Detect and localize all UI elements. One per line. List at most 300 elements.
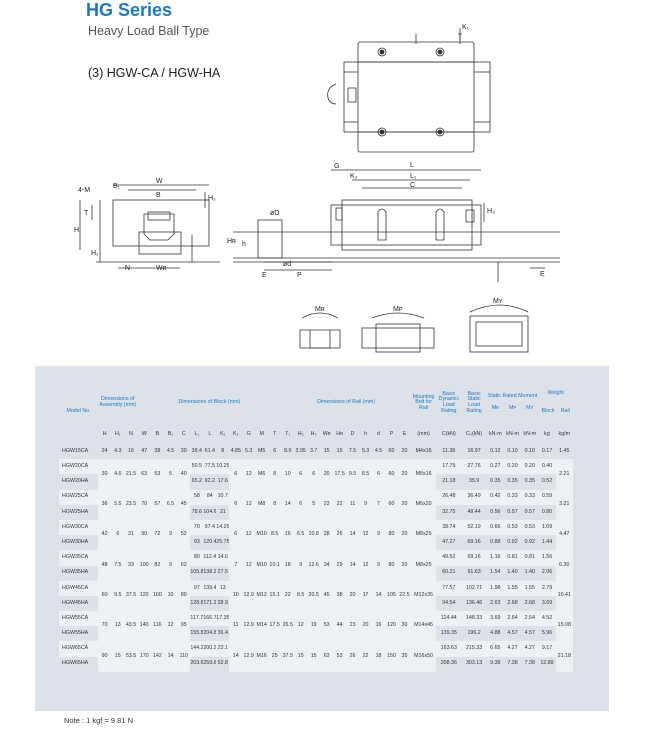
sub-header-cell: C(kN) xyxy=(441,431,456,438)
sub-header-cell: T₁ xyxy=(285,431,291,438)
label-c: C xyxy=(410,182,416,189)
sub-header-cell: C xyxy=(181,431,186,438)
table-row xyxy=(59,520,573,535)
table-cell: 12 xyxy=(164,611,177,641)
table-cell: 49.52 xyxy=(436,550,461,565)
table-cell: 80 xyxy=(177,581,190,611)
sub-header-cell: kg/m xyxy=(558,431,571,438)
table-cell: 9 xyxy=(372,550,385,580)
table-cell: M16 xyxy=(255,641,268,671)
table-cell: 2.21 xyxy=(556,459,573,489)
table-cell: HGW25CA xyxy=(59,490,98,505)
header-mr: Mʀ xyxy=(491,405,499,411)
table-cell: 0.12 xyxy=(490,447,501,454)
table-cell: 18 xyxy=(372,641,385,671)
table-cell: 22 xyxy=(359,641,372,671)
table-cell: 47.27 xyxy=(442,538,456,545)
table-cell: 8.5 xyxy=(294,581,307,611)
table-cell: 1.44 xyxy=(541,538,553,545)
table-cell: 2.63 xyxy=(490,599,501,606)
table-cell: 9 xyxy=(372,520,385,550)
label-t: T xyxy=(84,210,89,217)
table-cell: 0.80 xyxy=(541,508,553,515)
table-cell: 10.1 xyxy=(268,550,281,580)
table-cell: 139.35 xyxy=(440,630,457,637)
table-cell: 10 xyxy=(164,581,177,611)
table-cell: 12.9 xyxy=(242,611,255,641)
table-cell: 17.5 xyxy=(333,459,346,489)
table-cell: 0.33 xyxy=(504,490,521,505)
table-cell: 36.49 xyxy=(461,490,486,505)
table-cell: HGW25HA xyxy=(62,508,89,515)
table-cell: 33 xyxy=(124,550,137,580)
table-cell: 114.44 xyxy=(436,611,461,626)
table-cell: 80 xyxy=(190,550,203,565)
table-cell: 27.76 xyxy=(461,459,486,474)
moment-diagrams xyxy=(300,305,528,352)
table-cell: 4.5 xyxy=(166,447,175,454)
table-cell: 53 xyxy=(333,641,346,671)
table-cell: 15 xyxy=(336,447,343,454)
table-cell: 6 xyxy=(229,520,242,550)
table-cell: 1.98 xyxy=(487,581,504,596)
label-phi-big-d: øD xyxy=(270,210,280,217)
table-cell: 4.85 xyxy=(230,447,241,454)
table-cell: 6 xyxy=(294,459,307,489)
sub-header-cell: K₂ xyxy=(232,431,239,438)
label-l1: L₁ xyxy=(410,173,417,180)
table-cell: M8x25 xyxy=(411,520,436,550)
table-cell: 1.56 xyxy=(538,550,555,565)
table-cell: 0.88 xyxy=(490,538,501,545)
table-cell: 171.2 xyxy=(203,599,217,606)
sub-header-cell: T xyxy=(273,431,277,438)
label-g: G xyxy=(334,163,340,170)
table-cell: 27.5 xyxy=(217,569,228,576)
table-cell: 116 xyxy=(151,611,164,641)
spec-table xyxy=(59,380,573,672)
table-cell: 26 xyxy=(346,641,359,671)
table-cell: M12 xyxy=(255,581,268,611)
table-cell: 12.89 xyxy=(540,660,554,667)
table-cell: 148.33 xyxy=(461,611,486,626)
table-cell: 52.19 xyxy=(461,520,486,535)
sub-header-cell: B₁ xyxy=(167,431,174,438)
table-cell: 78.6 xyxy=(191,508,202,515)
sub-header-cell: kg xyxy=(544,431,550,438)
table-cell: 6 xyxy=(229,459,242,489)
table-cell: 20 xyxy=(398,459,411,489)
table-cell: 2.64 xyxy=(504,611,521,626)
table-cell: 7.38 xyxy=(507,660,518,667)
table-cell: 49.44 xyxy=(467,508,481,515)
table-cell: 26 xyxy=(333,520,346,550)
table-cell: 11.38 xyxy=(442,447,456,454)
table-cell: 14 xyxy=(229,641,242,671)
label-b1: B₁ xyxy=(113,183,121,190)
table-cell: 63 xyxy=(138,459,151,489)
table-cell: 1.55 xyxy=(521,581,538,596)
table-cell: 5.3 xyxy=(245,447,253,454)
table-cell: 14.25 xyxy=(216,520,229,535)
table-cell: 4.5 xyxy=(374,447,383,454)
table-cell: 25.75 xyxy=(216,538,230,545)
table-cell: 12.9 xyxy=(242,581,255,611)
table-cell: 9.5 xyxy=(111,581,124,611)
table-cell: 60 xyxy=(98,581,111,611)
table-cell: HGW35CA xyxy=(59,550,98,565)
table-cell: 35.9 xyxy=(468,478,480,485)
table-cell: 94.54 xyxy=(442,599,456,606)
table-cell: 10.41 xyxy=(556,581,573,611)
table-cell: 82 xyxy=(151,550,164,580)
table-cell: 15 xyxy=(323,447,330,454)
table-cell: 23 xyxy=(346,611,359,641)
table-cell: 7.38 xyxy=(524,660,535,667)
table-cell: 4.27 xyxy=(521,641,538,656)
unit-note: Note : 1 kgf = 9.81 N xyxy=(64,716,133,725)
table-cell: 61.4 xyxy=(204,447,215,454)
model-label: (3) HGW-CA / HGW-HA xyxy=(88,66,221,80)
table-cell: 4.3 xyxy=(114,447,122,454)
table-cell: 31 xyxy=(124,520,137,550)
table-cell: 44 xyxy=(333,611,346,641)
table-cell: 0.20 xyxy=(521,459,538,474)
table-cell: HGW55CA xyxy=(59,611,98,626)
table-cell: 200.2 xyxy=(203,641,216,656)
table-cell: 140 xyxy=(138,611,151,641)
table-row xyxy=(59,459,573,474)
sub-header-cell: kN-m xyxy=(523,431,537,438)
table-cell: 17.75 xyxy=(436,459,461,474)
table-cell: HGW30HA xyxy=(62,538,89,545)
header-rail: Dimensions of Rail (mm) xyxy=(317,399,376,406)
table-cell: 69.16 xyxy=(461,550,486,565)
table-cell: 6 xyxy=(229,490,242,520)
table-cell: 22.5 xyxy=(398,581,411,611)
table-cell: 9 xyxy=(294,550,307,580)
table-cell: 9 xyxy=(359,490,372,520)
table-cell: 0.10 xyxy=(524,447,535,454)
table-cell: M16x50 xyxy=(411,641,436,671)
sub-header-cell: d xyxy=(377,431,380,438)
table-cell: M8x25 xyxy=(411,550,436,580)
header-weight: Weight Block Rail xyxy=(541,390,570,414)
table-cell: HGW45CA xyxy=(59,581,98,596)
table-cell: 17 xyxy=(359,581,372,611)
table-cell: 14 xyxy=(164,641,177,671)
table-cell: 20.5 xyxy=(307,581,320,611)
table-cell: 20 xyxy=(398,550,411,580)
table-row xyxy=(59,490,573,505)
table-cell: 12 xyxy=(242,490,255,520)
label-h1: H₁ xyxy=(91,250,99,257)
table-cell: 0.20 xyxy=(504,459,521,474)
table-cell: 3.7 xyxy=(309,447,318,454)
sub-header-cell: kN-m xyxy=(488,431,502,438)
table-cell: 60 xyxy=(385,459,398,489)
table-cell: 102.71 xyxy=(461,581,486,596)
table-cell: 58 xyxy=(190,490,203,505)
table-cell: 0.66 xyxy=(487,520,504,535)
table-cell: 60 xyxy=(385,490,398,520)
table-cell: 12 xyxy=(359,550,372,580)
table-cell: 36.4 xyxy=(217,630,228,637)
table-cell: 53 xyxy=(320,611,333,641)
table-cell: 15.08 xyxy=(556,611,573,641)
table-cell: 9.5 xyxy=(346,459,359,489)
table-cell: 30 xyxy=(98,459,111,489)
table-cell: 4.52 xyxy=(538,611,555,626)
table-row xyxy=(59,581,573,596)
table-cell: 90 xyxy=(98,641,111,671)
sub-header-cell: Hʀ xyxy=(336,431,343,438)
label-n: N xyxy=(125,265,131,272)
label-h2: H₂ xyxy=(208,195,216,202)
sub-header-cell: H₁ xyxy=(115,431,121,438)
table-cell: HGW35HA xyxy=(62,569,89,576)
table-cell: 25 xyxy=(268,641,281,671)
table-cell: HGW65CA xyxy=(59,641,98,656)
table-cell: M5 xyxy=(257,447,266,454)
table-cell: 259.6 xyxy=(203,660,217,667)
header-bolt: Mounting Bolt for Rail xyxy=(412,393,435,411)
table-cell: 65.2 xyxy=(191,478,202,485)
label-wr: Wʀ xyxy=(156,265,167,272)
table-cell: 7.5 xyxy=(111,550,124,580)
label-h-small: h xyxy=(242,241,246,248)
sub-header-cell: kN-m xyxy=(506,431,519,438)
table-cell: 7.5 xyxy=(348,447,357,454)
table-cell: 14 xyxy=(346,520,359,550)
table-cell: 69.16 xyxy=(467,538,481,545)
sub-header-row xyxy=(59,426,573,444)
table-cell: 14 xyxy=(372,581,385,611)
table-cell: 30 xyxy=(398,611,411,641)
table-cell: 60 xyxy=(388,447,395,454)
table-cell: 37.5 xyxy=(281,641,294,671)
table-cell: 0.53 xyxy=(504,520,521,535)
table-cell: M5x16 xyxy=(411,459,436,489)
table-cell: 70 xyxy=(138,490,151,520)
table-cell: 1.09 xyxy=(538,520,555,535)
table-cell: 53 xyxy=(151,459,164,489)
header-static: Basic Static Load Rating xyxy=(466,390,482,414)
table-cell: 120 xyxy=(138,581,151,611)
sub-header-cell: N xyxy=(129,431,133,438)
table-cell: 22 xyxy=(281,581,294,611)
spec-table-body xyxy=(59,444,573,672)
label-p: P xyxy=(297,272,302,279)
sub-header-cell: K₁ xyxy=(220,431,226,438)
table-cell: 6.5 xyxy=(294,520,307,550)
table-cell: 0.27 xyxy=(487,459,504,474)
table-cell: 77.5 xyxy=(203,459,216,474)
sub-header-cell: h xyxy=(364,431,368,438)
table-cell: 97 xyxy=(190,581,203,596)
table-cell: HGW20HA xyxy=(62,478,89,485)
table-cell: 26.5 xyxy=(281,611,294,641)
table-cell: 11 xyxy=(229,611,242,641)
table-cell: 7 xyxy=(229,550,242,580)
table-cell: 45 xyxy=(320,581,333,611)
table-cell: 8.9 xyxy=(284,447,292,454)
table-cell: 0.57 xyxy=(524,508,535,515)
table-cell: 18 xyxy=(281,550,294,580)
table-cell: 12.9 xyxy=(242,641,255,671)
table-cell: 0.92 xyxy=(507,538,518,545)
table-cell: 23 xyxy=(320,490,333,520)
table-cell: 10.25 xyxy=(216,459,229,474)
table-cell: 203.6 xyxy=(190,660,204,667)
table-cell: 6 xyxy=(307,459,320,489)
table-cell: 6 xyxy=(111,520,124,550)
header-dynamic: Basic Dynamic Load Rating xyxy=(438,390,460,414)
table-cell: 10 xyxy=(229,581,242,611)
table-cell: 112.4 xyxy=(203,550,216,565)
table-cell: 2.79 xyxy=(538,581,555,596)
table-cell: 4.57 xyxy=(524,630,535,637)
label-my: Mʏ xyxy=(493,298,503,305)
table-cell: M10 xyxy=(255,520,268,550)
table-cell: 0.59 xyxy=(538,490,555,505)
table-cell: 0.42 xyxy=(487,490,504,505)
table-cell: 16 xyxy=(372,611,385,641)
sub-header-cell: L xyxy=(208,431,212,438)
table-cell: M6x20 xyxy=(411,490,436,520)
sub-header-cell: B xyxy=(155,431,160,438)
table-cell: 47 xyxy=(141,447,148,454)
table-cell: 16 xyxy=(128,447,134,454)
table-cell: 163.63 xyxy=(436,641,461,656)
table-cell: 35 xyxy=(398,641,411,671)
table-cell: M10 xyxy=(255,550,268,580)
table-cell: 10.8 xyxy=(307,520,320,550)
label-mr: Mʀ xyxy=(315,306,325,313)
table-cell: 52.8 xyxy=(217,660,228,667)
table-cell: 0.56 xyxy=(490,508,501,515)
table-cell: 1.54 xyxy=(490,569,501,576)
table-cell: 117.7 xyxy=(190,611,203,626)
table-cell: M14 xyxy=(255,611,268,641)
table-cell: 97.4 xyxy=(203,520,216,535)
table-cell: 100 xyxy=(138,550,151,580)
table-cell: 105 xyxy=(385,581,398,611)
table-cell: 1.40 xyxy=(524,569,535,576)
table-cell: 9.17 xyxy=(538,641,555,656)
table-cell: 204.8 xyxy=(203,630,217,637)
table-cell: 28.9 xyxy=(217,599,228,606)
table-cell: 15 xyxy=(307,641,320,671)
table-cell: 0.40 xyxy=(538,459,555,474)
table-cell: 196.2 xyxy=(467,630,481,637)
table-cell: 5.3 xyxy=(361,447,370,454)
sub-header-cell: H₃ xyxy=(310,431,317,438)
table-cell: 0.52 xyxy=(541,478,553,485)
header-weight-rail: Rail xyxy=(560,408,570,414)
table-cell: 52 xyxy=(177,520,190,550)
header-weight-block: Block xyxy=(541,408,555,414)
table-cell: 4.27 xyxy=(504,641,521,656)
table-cell: 139.4 xyxy=(203,581,216,596)
table-cell: 17.35 xyxy=(216,611,229,626)
table-cell: 3.69 xyxy=(487,611,504,626)
table-cell: 17.6 xyxy=(217,478,228,485)
header-block: Dimensions of Block (mm) xyxy=(178,399,241,406)
table-cell: 166.7 xyxy=(203,611,216,626)
table-cell: 136.46 xyxy=(465,599,483,606)
sub-header-cell: D xyxy=(350,431,355,438)
sub-header-cell: H xyxy=(102,431,107,438)
table-cell: 16 xyxy=(281,520,294,550)
table-cell: 28 xyxy=(320,520,333,550)
table-cell: 29 xyxy=(333,550,346,580)
table-cell: M14x45 xyxy=(411,611,436,641)
label-e-right: E xyxy=(540,271,545,278)
header-mp: Mᴘ xyxy=(508,405,517,411)
table-cell: 1.40 xyxy=(507,569,518,576)
sub-header-cell: P xyxy=(389,431,394,438)
table-cell: 12.6 xyxy=(307,550,320,580)
table-row xyxy=(59,444,573,459)
table-cell: 70 xyxy=(98,611,111,641)
table-cell: 14 xyxy=(346,550,359,580)
table-cell: 95 xyxy=(177,611,190,641)
table-cell: 0.81 xyxy=(504,550,521,565)
table-cell: 93 xyxy=(193,538,200,545)
table-cell: 37.5 xyxy=(124,581,137,611)
table-cell: 8 xyxy=(268,490,281,520)
table-cell: 6 xyxy=(372,459,385,489)
table-cell: 20 xyxy=(359,611,372,641)
table-cell: 8 xyxy=(221,447,225,454)
table-cell: 63 xyxy=(320,641,333,671)
table-cell: 5 xyxy=(307,490,320,520)
table-cell: 10.7 xyxy=(216,490,229,505)
table-cell: 0.81 xyxy=(521,550,538,565)
table-cell: HGW45HA xyxy=(62,599,89,606)
table-cell: 6.30 xyxy=(556,550,573,580)
table-cell: 2.68 xyxy=(507,599,518,606)
table-cell: 150 xyxy=(385,641,398,671)
table-cell: 12 xyxy=(359,520,372,550)
table-cell: 84 xyxy=(203,490,216,505)
table-cell: 9 xyxy=(164,520,177,550)
table-cell: 0.92 xyxy=(524,538,535,545)
table-cell: 12 xyxy=(294,611,307,641)
table-cell: 13 xyxy=(111,611,124,641)
table-cell: 1.55 xyxy=(504,581,521,596)
table-cell: 6 xyxy=(294,490,307,520)
table-cell: 45 xyxy=(177,490,190,520)
table-cell: 12 xyxy=(242,550,255,580)
table-cell: 8.5 xyxy=(359,459,372,489)
sub-header-cell: Wʀ xyxy=(322,431,331,438)
table-cell: 50.5 xyxy=(190,459,203,474)
sub-header-cell: H₂ xyxy=(297,431,304,438)
table-cell: 21.18 xyxy=(442,478,456,485)
table-cell: 24 xyxy=(101,447,108,454)
table-cell: 3.21 xyxy=(556,490,573,520)
series-title: HG Series xyxy=(86,0,173,20)
table-cell: 14.6 xyxy=(216,550,229,565)
table-cell: 4.47 xyxy=(556,520,573,550)
table-cell: 120 xyxy=(385,611,398,641)
label-b: B xyxy=(156,192,161,199)
table-cell: 20 xyxy=(401,447,408,454)
table-cell: 14 xyxy=(281,490,294,520)
label-e-left: E xyxy=(262,272,267,279)
